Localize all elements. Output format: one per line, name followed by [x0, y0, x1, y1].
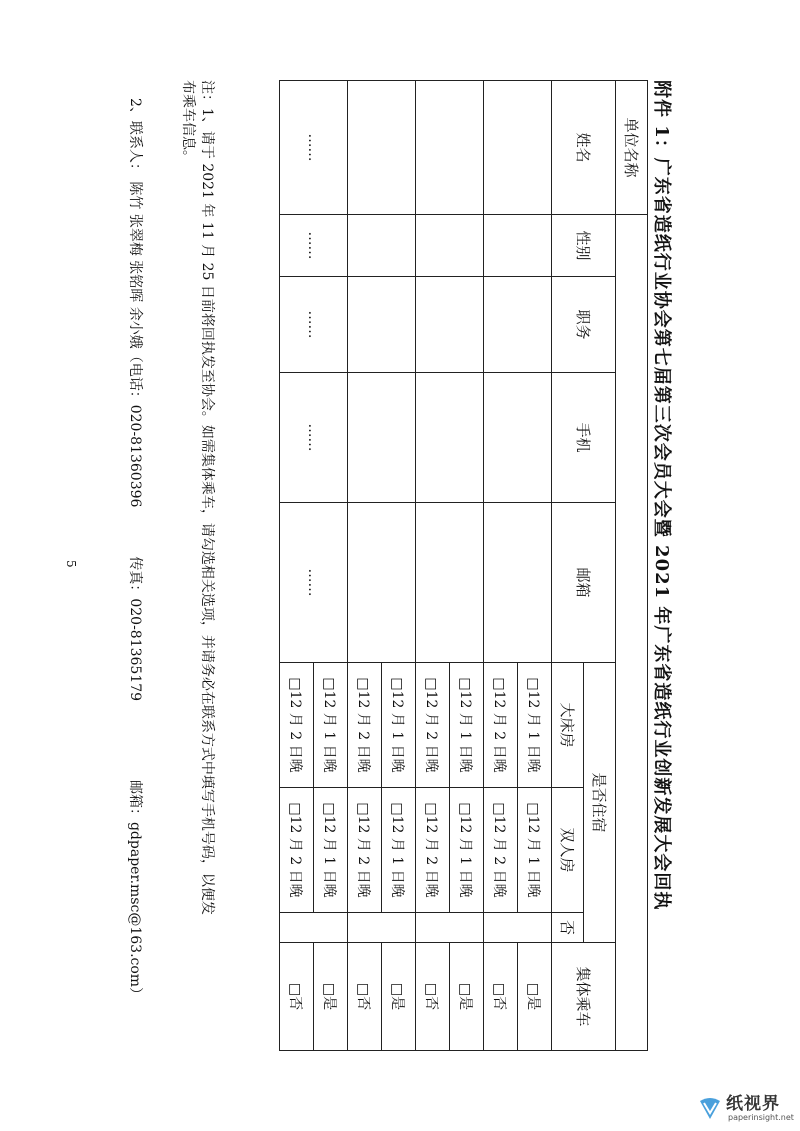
contact-email: 邮箱：gdpaper.msc@163.com） — [127, 779, 143, 1002]
big-bed-checkbox[interactable]: □12 月 2 日晚 — [484, 663, 518, 788]
twin-checkbox[interactable]: □12 月 1 日晚 — [382, 788, 416, 913]
name-ellipsis: …… — [280, 81, 348, 215]
position-cell[interactable] — [484, 277, 552, 373]
bus-no-checkbox[interactable]: □否 — [416, 943, 450, 1051]
header-gender: 性别 — [552, 215, 616, 277]
no-lodging-cell[interactable] — [484, 913, 552, 943]
gender-cell[interactable] — [348, 215, 416, 277]
contact-fax: 传真：020-81365179 — [127, 556, 143, 702]
notes-block — [178, 80, 216, 1080]
mobile-ellipsis: …… — [280, 373, 348, 503]
no-lodging-cell[interactable] — [280, 913, 348, 943]
twin-checkbox[interactable]: □12 月 1 日晚 — [314, 788, 348, 913]
big-bed-checkbox[interactable]: □12 月 1 日晚 — [382, 663, 416, 788]
name-cell[interactable] — [348, 81, 416, 215]
watermark-brand: 纸视界 — [726, 1094, 780, 1114]
watermark-site: paperinsight.net — [728, 1113, 794, 1122]
mobile-cell[interactable] — [484, 373, 552, 503]
document-title: 附件 1：广东省造纸行业协会第七届第三次会员大会暨 2021 年广东省造纸行业创新发展大会回执 — [651, 80, 672, 911]
big-bed-checkbox[interactable]: □12 月 1 日晚 — [314, 663, 348, 788]
big-bed-checkbox[interactable]: □12 月 1 日晚 — [518, 663, 552, 788]
name-cell[interactable] — [484, 81, 552, 215]
bus-yes-checkbox[interactable]: □是 — [314, 943, 348, 1051]
header-bus: 集体乘车 — [552, 943, 616, 1051]
big-bed-checkbox[interactable]: □12 月 2 日晚 — [280, 663, 314, 788]
bus-yes-checkbox[interactable]: □是 — [382, 943, 416, 1051]
mobile-cell[interactable] — [416, 373, 484, 503]
bus-yes-checkbox[interactable]: □是 — [518, 943, 552, 1051]
reply-form-table — [279, 80, 648, 1051]
unit-name-input[interactable] — [616, 215, 648, 1051]
table-row — [450, 81, 484, 1051]
email-cell[interactable] — [484, 503, 552, 663]
position-cell[interactable] — [348, 277, 416, 373]
header-email: 邮箱 — [552, 503, 616, 663]
header-lodging: 是否住宿 — [584, 663, 616, 943]
big-bed-checkbox[interactable]: □12 月 2 日晚 — [348, 663, 382, 788]
table-row — [382, 81, 416, 1051]
contact-names: 陈竹 张翠梅 张铭晖 余小娥（电话：020-81360396 — [127, 181, 143, 508]
bus-no-checkbox[interactable]: □否 — [280, 943, 314, 1051]
contact-line — [126, 98, 146, 1001]
header-row-1 — [584, 81, 616, 1051]
header-twin: 双人房 — [552, 788, 584, 913]
note-1-continued: 布乘车信息。 — [180, 80, 196, 164]
twin-checkbox[interactable]: □12 月 1 日晚 — [518, 788, 552, 913]
header-mobile: 手机 — [552, 373, 616, 503]
gender-cell[interactable] — [416, 215, 484, 277]
big-bed-checkbox[interactable]: □12 月 2 日晚 — [416, 663, 450, 788]
bus-no-checkbox[interactable]: □否 — [484, 943, 518, 1051]
table-row — [314, 81, 348, 1051]
contact-label: 2、联系人： — [127, 98, 143, 177]
email-cell[interactable] — [416, 503, 484, 663]
bus-no-checkbox[interactable]: □否 — [348, 943, 382, 1051]
header-name: 姓名 — [552, 81, 616, 215]
bus-yes-checkbox[interactable]: □是 — [450, 943, 484, 1051]
unit-name-row — [616, 81, 648, 1051]
watermark — [690, 1087, 800, 1131]
position-ellipsis: …… — [280, 277, 348, 373]
position-cell[interactable] — [416, 277, 484, 373]
big-bed-checkbox[interactable]: □12 月 1 日晚 — [450, 663, 484, 788]
header-no: 否 — [552, 913, 584, 943]
note-1: 注：1、请于 2021 年 11 月 25 日前将回执发至协会。如需集体乘车，请勾选相关选项，并请务必在联系方式中填写手机号码，以便发 — [199, 80, 215, 915]
header-position: 职务 — [552, 277, 616, 373]
no-lodging-cell[interactable] — [416, 913, 484, 943]
mobile-cell[interactable] — [348, 373, 416, 503]
gender-ellipsis: …… — [280, 215, 348, 277]
page-number: 5 — [64, 560, 78, 568]
name-cell[interactable] — [416, 81, 484, 215]
twin-checkbox[interactable]: □12 月 2 日晚 — [484, 788, 518, 913]
header-big-bed: 大床房 — [552, 663, 584, 788]
twin-checkbox[interactable]: □12 月 2 日晚 — [280, 788, 314, 913]
email-cell[interactable] — [348, 503, 416, 663]
gender-cell[interactable] — [484, 215, 552, 277]
email-ellipsis: …… — [280, 503, 348, 663]
twin-checkbox[interactable]: □12 月 1 日晚 — [450, 788, 484, 913]
watermark-logo-icon — [696, 1093, 724, 1121]
no-lodging-cell[interactable] — [348, 913, 416, 943]
twin-checkbox[interactable]: □12 月 2 日晚 — [348, 788, 382, 913]
twin-checkbox[interactable]: □12 月 2 日晚 — [416, 788, 450, 913]
unit-name-label: 单位名称 — [616, 81, 648, 215]
table-row — [518, 81, 552, 1051]
